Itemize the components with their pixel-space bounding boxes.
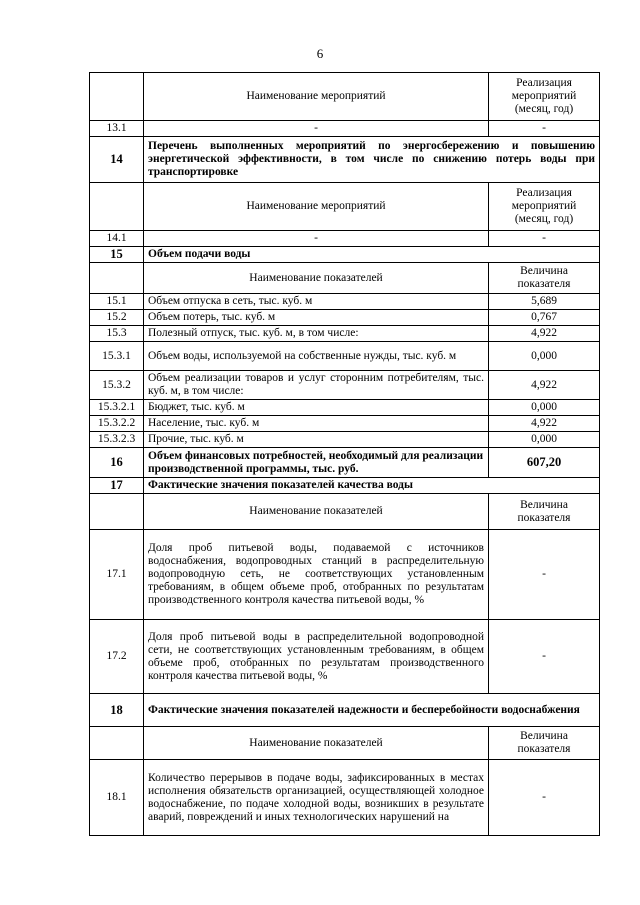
header-value: Величина показателя — [489, 494, 600, 530]
section-row — [90, 247, 600, 263]
row-number: 15.3.2.1 — [90, 400, 144, 416]
header-implementation: Реализация мероприятий (месяц, год) — [489, 73, 600, 121]
table-row — [90, 530, 600, 620]
table-row — [90, 760, 600, 836]
header-value: Величина показателя — [489, 727, 600, 760]
row-description: - — [144, 121, 489, 137]
row-value: - — [489, 620, 600, 694]
row-number: 14.1 — [90, 231, 144, 247]
header-value: Величина показателя — [489, 263, 600, 294]
row-description: Объем потерь, тыс. куб. м — [144, 310, 489, 326]
row-number: 15.1 — [90, 294, 144, 310]
program-table — [89, 72, 600, 836]
row-number: 18.1 — [90, 760, 144, 836]
section-title: Объем подачи воды — [144, 247, 600, 263]
row-description: Полезный отпуск, тыс. куб. м, в том числе: — [144, 326, 489, 342]
row-value: - — [489, 231, 600, 247]
header-indicators: Наименование показателей — [144, 263, 489, 294]
row-description: Доля проб питьевой воды, подаваемой с источников водоснабжения, водопроводных станций в распределительную водопроводную сеть, не соответствующих установленным требованиям, в общем объеме проб, отобранных по результатам производственного контроля качества питьевой воды, % — [144, 530, 489, 620]
row-description: Доля проб питьевой воды в распределительной водопроводной сети, не соответствующих установленным требованиям, в общем объеме проб, отобранных по результатам производственного контроля качества питьевой воды, % — [144, 620, 489, 694]
row-number: 15.3.1 — [90, 342, 144, 371]
row-value: 0,000 — [489, 342, 600, 371]
row-description: Бюджет, тыс. куб. м — [144, 400, 489, 416]
row-value: - — [489, 121, 600, 137]
row-value: - — [489, 530, 600, 620]
row-description: Объем реализации товаров и услуг сторонним потребителям, тыс. куб. м, в том числе: — [144, 371, 489, 400]
table-row — [90, 310, 600, 326]
row-description: Объем отпуска в сеть, тыс. куб. м — [144, 294, 489, 310]
table-row — [90, 326, 600, 342]
row-number: 15.3.2.3 — [90, 432, 144, 448]
table-header-row — [90, 263, 600, 294]
row-description: Количество перерывов в подаче воды, зафиксированных в местах исполнения обязательств организацией, осуществляющей холодное водоснабжение, по подаче холодной воды, возникших в результате аварий, повреждений и иных технологических нарушений на — [144, 760, 489, 836]
row-value: 4,922 — [489, 416, 600, 432]
row-number: 17.1 — [90, 530, 144, 620]
table-header-row — [90, 727, 600, 760]
table-row — [90, 294, 600, 310]
section-number: 14 — [90, 137, 144, 183]
header-indicators: Наименование показателей — [144, 494, 489, 530]
section-row — [90, 137, 600, 183]
row-value: 0,000 — [489, 400, 600, 416]
row-value: 4,922 — [489, 371, 600, 400]
row-description: Объем воды, используемой на собственные нужды, тыс. куб. м — [144, 342, 489, 371]
table-header-row — [90, 494, 600, 530]
page-number: 6 — [316, 46, 324, 61]
table-row — [90, 342, 600, 371]
row-value: 0,000 — [489, 432, 600, 448]
row-number: 15.3.2 — [90, 371, 144, 400]
row-description: - — [144, 231, 489, 247]
section-title: Перечень выполненных мероприятий по энергосбережению и повышению энергетической эффективности, в том числе по снижению потерь воды при транспортировке — [144, 137, 600, 183]
table-cell — [90, 73, 144, 121]
section-number: 18 — [90, 694, 144, 727]
table-cell — [90, 727, 144, 760]
financial-total-value: 607,20 — [489, 448, 600, 478]
row-number: 15.3 — [90, 326, 144, 342]
row-number: 17.2 — [90, 620, 144, 694]
row-description: Население, тыс. куб. м — [144, 416, 489, 432]
row-value: 5,689 — [489, 294, 600, 310]
table-row — [90, 121, 600, 137]
table-row — [90, 371, 600, 400]
section-title: Фактические значения показателей надежности и бесперебойности водоснабжения — [144, 694, 600, 727]
table-row — [90, 416, 600, 432]
row-number: 13.1 — [90, 121, 144, 137]
section-row — [90, 694, 600, 727]
table-row — [90, 432, 600, 448]
table-header-row — [90, 73, 600, 121]
section-number: 15 — [90, 247, 144, 263]
row-value: 4,922 — [489, 326, 600, 342]
header-activities: Наименование мероприятий — [144, 183, 489, 231]
table-row — [90, 620, 600, 694]
table-row — [90, 231, 600, 247]
table-cell — [90, 494, 144, 530]
section-row — [90, 448, 600, 478]
table-cell — [90, 183, 144, 231]
row-number: 15.2 — [90, 310, 144, 326]
section-title: Фактические значения показателей качества воды — [144, 478, 600, 494]
header-implementation: Реализация мероприятий (месяц, год) — [489, 183, 600, 231]
header-activities: Наименование мероприятий — [144, 73, 489, 121]
section-title: Объем финансовых потребностей, необходимый для реализации производственной программы, тыс. руб. — [144, 448, 489, 478]
header-indicators: Наименование показателей — [144, 727, 489, 760]
table-cell — [90, 263, 144, 294]
row-number: 15.3.2.2 — [90, 416, 144, 432]
row-description: Прочие, тыс. куб. м — [144, 432, 489, 448]
section-number: 17 — [90, 478, 144, 494]
row-value: - — [489, 760, 600, 836]
row-value: 0,767 — [489, 310, 600, 326]
section-number: 16 — [90, 448, 144, 478]
table-header-row — [90, 183, 600, 231]
table-row — [90, 400, 600, 416]
section-row — [90, 478, 600, 494]
